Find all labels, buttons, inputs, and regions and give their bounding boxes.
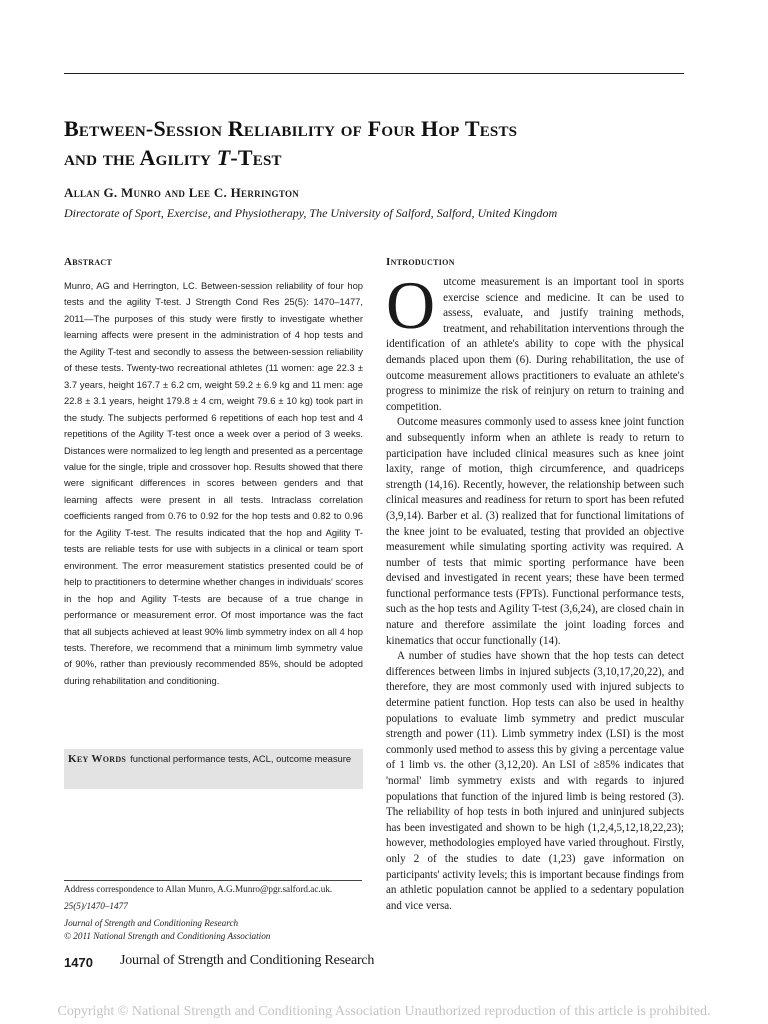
- title-line-2: [64, 143, 704, 172]
- journal-note: Journal of Strength and Conditioning Research: [64, 918, 239, 928]
- footnotes: [64, 883, 364, 943]
- keywords-text: functional performance tests, ACL, outcome measure: [130, 753, 352, 764]
- introduction-body: [386, 267, 684, 914]
- drop-cap: O: [386, 267, 436, 343]
- title-line-2-pre: and the Agility: [64, 145, 217, 170]
- running-journal-name: Journal of Strength and Conditioning Research: [120, 953, 375, 968]
- title-line-2-italic: T: [216, 145, 231, 170]
- intro-paragraph-1-text: utcome measurement is an important tool in sports exercise science and medicine. It can be used to assess, evaluate, and justify training methods, treatment, and rehabilitation interventions through the identification of an athlete's ability to cope with the physical demands placed upon them (6). During rehabilitation, the use of outcome measurement allows practitioners to evaluate an athlete's progress to minimize the risk of reinjury on return to training and competition.: [386, 276, 684, 413]
- copyright-watermark: Copyright © National Strength and Conditioning Association Unauthorized reproduction of this article is prohibited.: [57, 1004, 711, 1019]
- keywords-box: [64, 749, 363, 789]
- intro-paragraph-2: Outcome measures commonly used to assess knee joint function and subsequently inform when an athlete is ready to return to participation have included clinical measures such as knee joint laxity, range of motion, thigh circumference, and quadriceps strength (14,16). Recently, however, the relationship between such clinical measures and readiness for return to sport has been refuted (3,9,14). Barber et al. (3) realized that for functional limitations of the knee joint to be evaluated, testing that provided an objective measurement while simulating sporting activity was required. A number of tests that mimic sporting performance have been devised and investigated in recent years; these have been termed functional performance tests (FPTs). Functional performance tests, such as the hop tests and Agility T-test (3,6,24), are closed chain in nature and therefore assimilate the joint loading forces and kinematics that occur functionally (14).: [386, 416, 684, 647]
- article-title: [64, 114, 704, 172]
- abstract-text: Munro, AG and Herrington, LC. Between-session reliability of four hop tests and the agility T-test. J Strength Cond Res 25(5): 1470–1477, 2011—The purposes of this study were firstly to investigate whether learning affects were present in the administration of 4 hop tests and the Agility T-test and secondly to assess the between-session reliability of these tests. Twenty-two recreational athletes (11 women: age 22.3 ± 3.7 years, height 167.7 ± 6.2 cm, weight 59.2 ± 6.9 kg and 11 men: age 22.8 ± 3.1 years, height 179.8 ± 4 cm, weight 79.6 ± 10 kg) took part in the study. The subjects performed 6 repetitions of each hop test and 4 repetitions of the Agility T-test once a week over a period of 3 weeks. Distances were normalized to leg length and presented as a percentage value for the single, triple and crossover hop. Results showed that there were significant differences in scores between genders and that learning affects were present in all tests. Intraclass correlation coefficients ranged from 0.76 to 0.92 for the hop tests and 0.82 to 0.96 for the Agility T-test. The results indicated that the hop and Agility T-tests are reliable tests for use with subjects in a clinical or team sport environment. The error measurement statistics presented could be of help to practitioners to determine whether changes in individuals' scores in the hop and Agility T-tests are because of a true change in performance or measurement error. Of most importance was the fact that all subjects achieved at least 90% limb symmetry index on all 4 hop tests. Therefore, we recommend that a minimum limb symmetry value of 90%, rather than previously recommended 85%, should be adopted during rehabilitation and conditioning.: [64, 280, 363, 686]
- intro-paragraph-1: [386, 267, 684, 415]
- introduction-heading: Introduction: [386, 256, 455, 268]
- intro-paragraph-3: A number of studies have shown that the hop tests can detect differences between limbs in injured subjects (3,10,17,20,22), and therefore, they are most commonly used with injured subjects to determine patient function. Hop tests can also be used in healthy populations to evaluate limb symmetry and predict muscular strength and power (11). Limb symmetry index (LSI) is the most commonly used method to assess this by giving a percentage value of 1 limb vs. the other (3,12,20). An LSI of ≥85% indicates that 'normal' limb symmetry exists and with regards to injured populations that function of the injured limb is being restored (3). The reliability of hop tests in both injured and uninjured subjects has been investigated and shown to be high (1,2,4,5,12,18,22,23); however, methodologies employed have varied throughout. Firstly, only 2 of the studies to date (1,23) gave information on participants' activity levels; this is important because findings from an athletic population cannot be applied to a sedentary population and vice versa.: [386, 650, 684, 912]
- copyright-note: © 2011 National Strength and Conditioning Association: [64, 931, 271, 941]
- header-rule: [64, 73, 684, 74]
- title-line-1: Between-Session Reliability of Four Hop Tests: [64, 116, 518, 141]
- authors: Allan G. Munro and Lee C. Herrington: [64, 185, 300, 200]
- affiliation: Directorate of Sport, Exercise, and Physiotherapy, The University of Salford, Salford, United Kingdom: [64, 206, 558, 220]
- correspondence-note: Address correspondence to Allan Munro, A.G.Munro@pgr.salford.ac.uk.: [64, 884, 333, 894]
- abstract-heading: Abstract: [64, 256, 113, 268]
- footnote-rule: [64, 880, 362, 881]
- title-line-2-post: -Test: [230, 145, 282, 170]
- page-number: 1470: [64, 955, 93, 970]
- keywords-label: Key Words: [68, 753, 127, 765]
- volume-note: 25(5)/1470–1477: [64, 901, 128, 911]
